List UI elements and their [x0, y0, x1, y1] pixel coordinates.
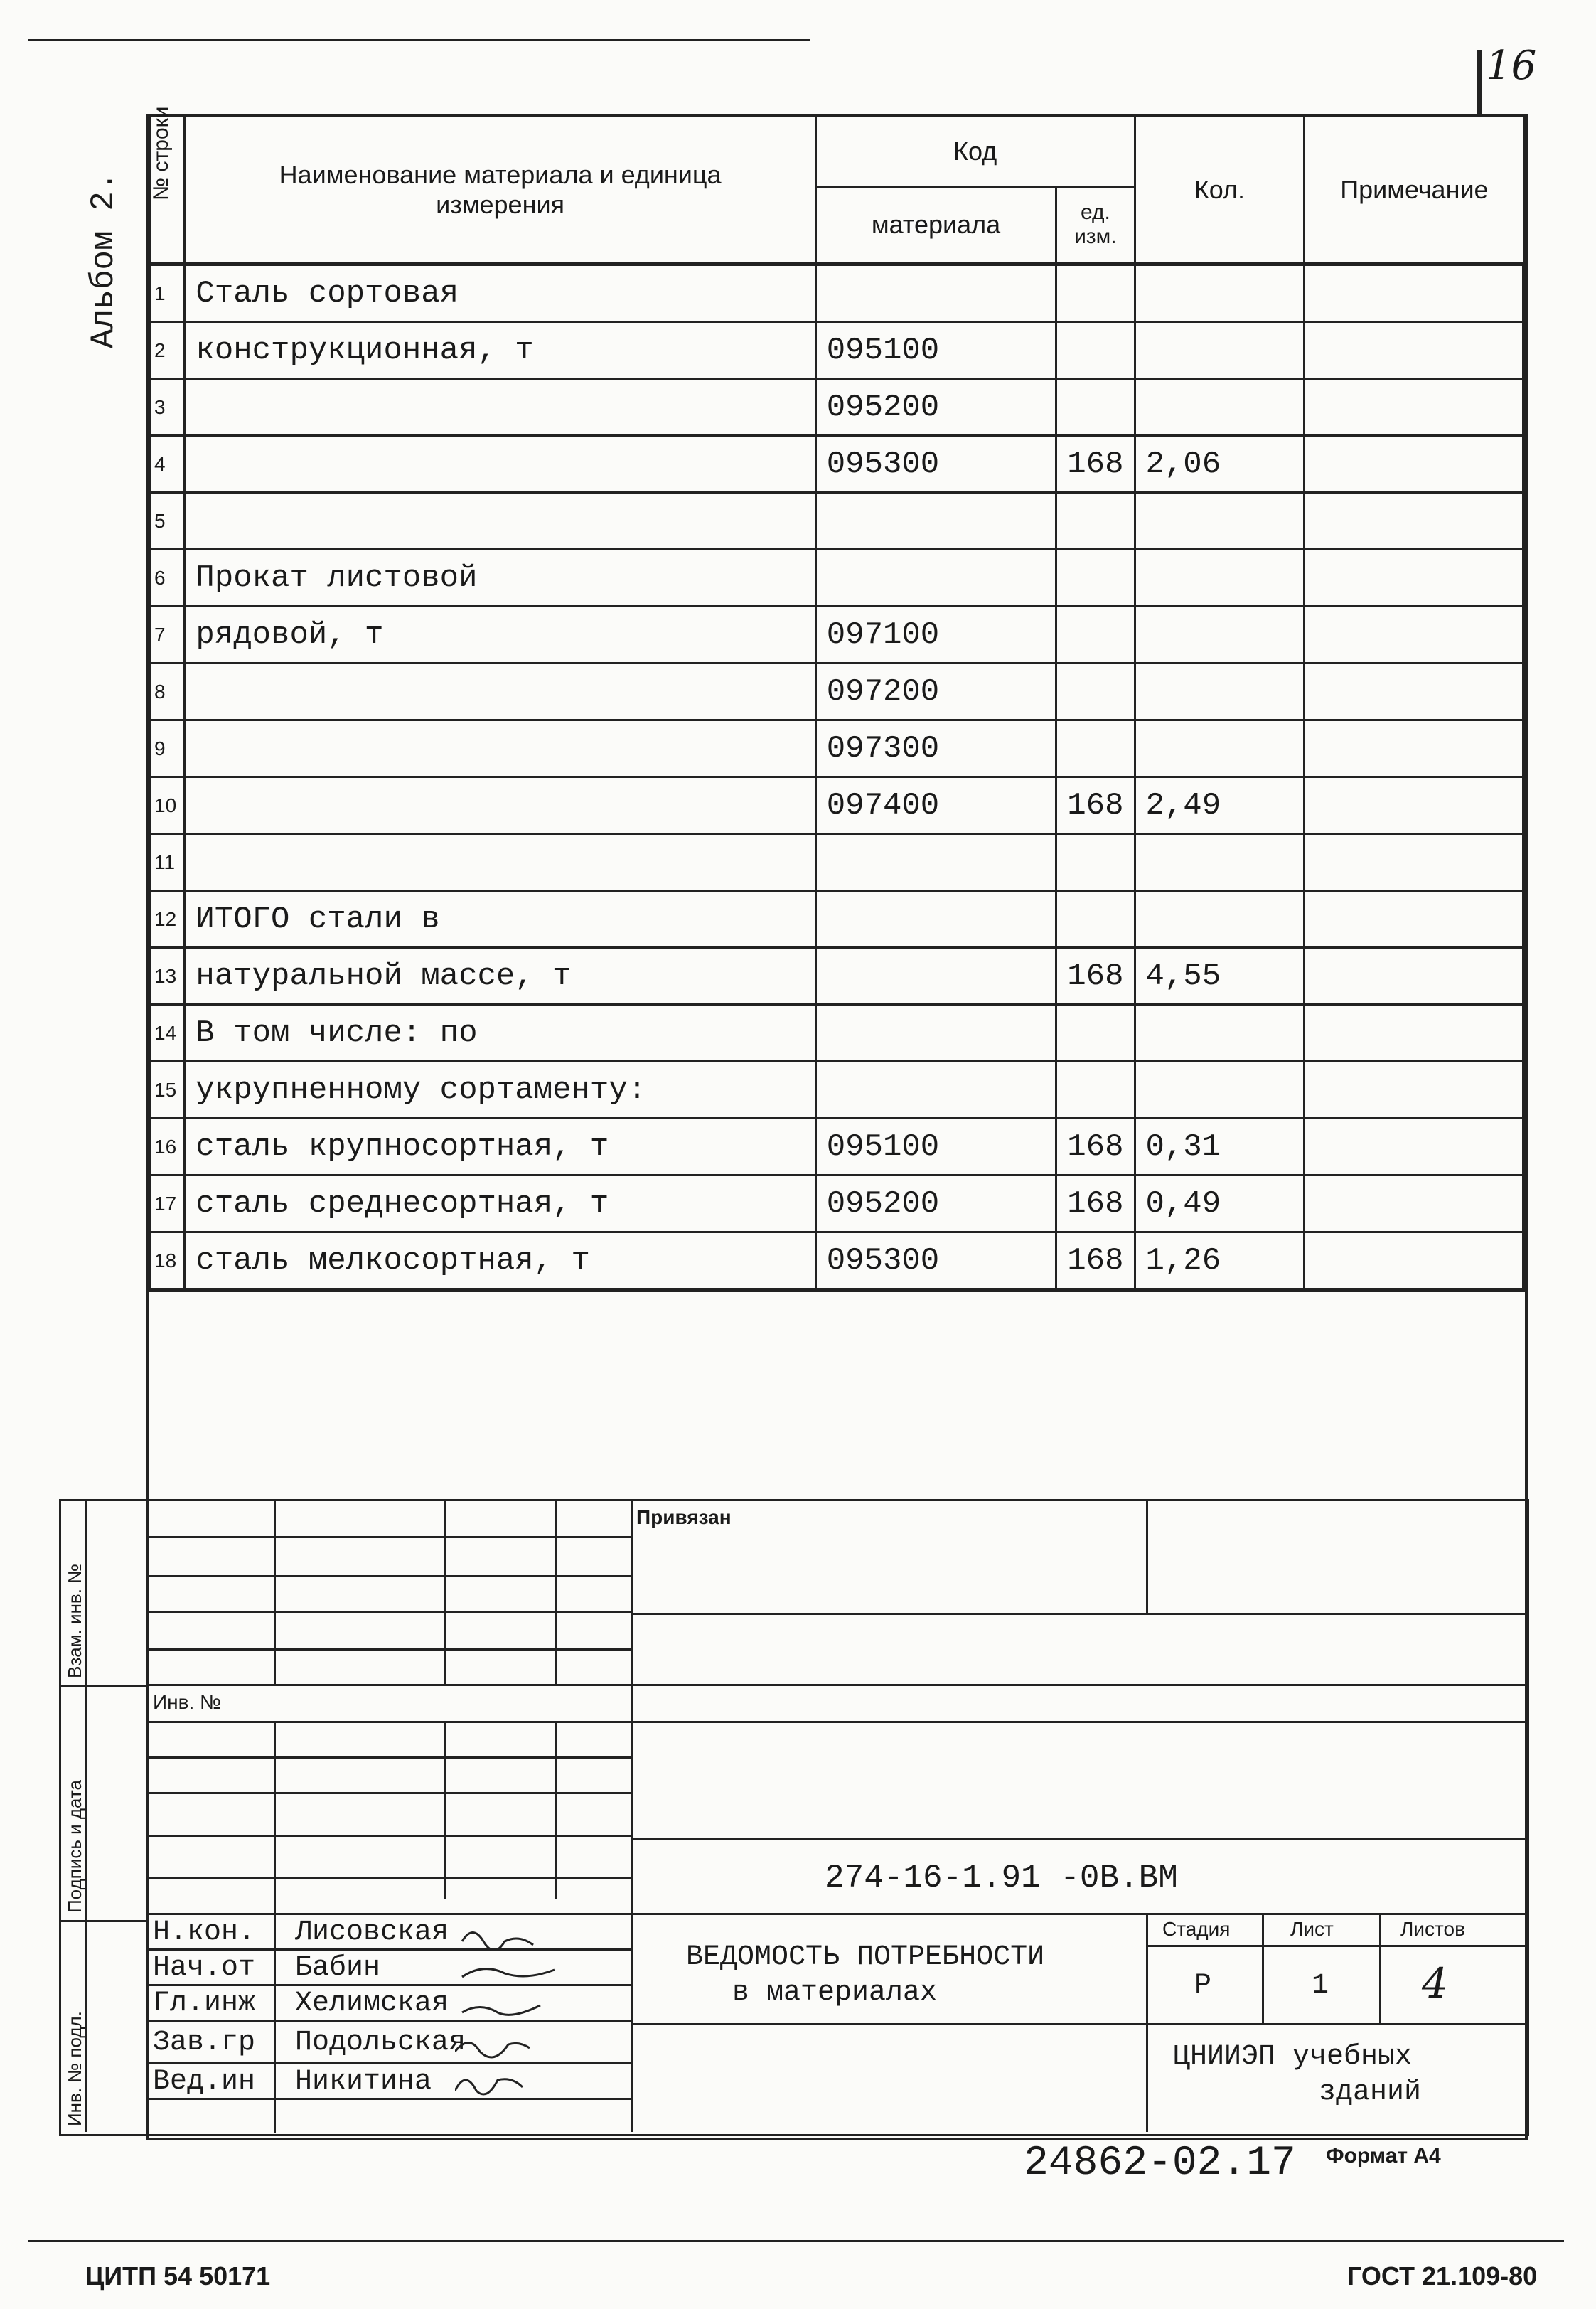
- page-number: 16: [1486, 43, 1537, 89]
- table-row: [149, 607, 1524, 663]
- title-h: [631, 2023, 1146, 2025]
- sig-role-1: Н.кон.: [153, 1916, 256, 1948]
- material-name: В том числе: по: [185, 1005, 815, 1062]
- grid-h1: [148, 1536, 631, 1538]
- table-row: [149, 1062, 1524, 1119]
- quantity: 0,31: [1135, 1119, 1305, 1175]
- quantity: 2,06: [1135, 436, 1305, 493]
- right-h3: [631, 1838, 1525, 1840]
- bound-label: Привязан: [636, 1506, 732, 1528]
- format-label: Формат А4: [1326, 2144, 1441, 2167]
- header-name: Наименование материала и единица измерения: [185, 117, 815, 265]
- sheet-label: Лист: [1290, 1918, 1334, 1940]
- sig-role-5: Вед.ин: [153, 2066, 256, 2098]
- unit-code: 168: [1056, 1119, 1135, 1175]
- material-code: 095300: [815, 1232, 1056, 1291]
- sheets-label: Листов: [1400, 1918, 1465, 1940]
- material-code: [815, 1062, 1056, 1119]
- material-code: 097100: [815, 607, 1056, 663]
- materials-table: [147, 105, 1526, 1292]
- materials-rows: [149, 264, 1524, 1290]
- grid-h10: [148, 1877, 631, 1879]
- note: [1305, 720, 1524, 777]
- table-row: [149, 891, 1524, 948]
- row-number: 6: [149, 550, 185, 607]
- material-name: Сталь сортовая: [185, 264, 815, 322]
- table-row: [149, 663, 1524, 720]
- sig-name-1: Лисовская: [295, 1916, 449, 1948]
- note: [1305, 322, 1524, 379]
- grid-h7: [148, 1756, 631, 1759]
- handwritten-signatures: [455, 1916, 576, 2101]
- row-number: 18: [149, 1232, 185, 1291]
- side-divider-1: [59, 1685, 148, 1687]
- quantity: [1135, 607, 1305, 663]
- grid-v5: [444, 1721, 446, 1899]
- note: [1305, 436, 1524, 493]
- side-label-signature: Подпись и дата: [64, 1779, 85, 1913]
- side-divider-2: [59, 1920, 148, 1922]
- table-row: [149, 322, 1524, 379]
- grid-h2: [148, 1575, 631, 1577]
- stage-value: Р: [1194, 1970, 1212, 2002]
- material-name: [185, 493, 815, 550]
- material-code: 097400: [815, 777, 1056, 834]
- grid-v4: [274, 1721, 276, 2133]
- doc-code: 274-16-1.91 -0В.ВМ: [825, 1860, 1178, 1897]
- material-code: 095100: [815, 1119, 1056, 1175]
- material-code: 095200: [815, 1175, 1056, 1232]
- quantity: [1135, 834, 1305, 891]
- row-number: 9: [149, 720, 185, 777]
- table-row: [149, 777, 1524, 834]
- quantity: 4,55: [1135, 948, 1305, 1005]
- table-row: [149, 493, 1524, 550]
- material-name: [185, 777, 815, 834]
- header-code-unit: ед. изм.: [1056, 187, 1135, 265]
- unit-code: 168: [1056, 436, 1135, 493]
- sig-name-3: Хелимская: [295, 1988, 449, 2020]
- grid-v2: [444, 1499, 446, 1684]
- row-number: 10: [149, 777, 185, 834]
- row-number: 4: [149, 436, 185, 493]
- bound-divider: [1146, 1499, 1148, 1613]
- note: [1305, 1062, 1524, 1119]
- row-number: 17: [149, 1175, 185, 1232]
- header-code-material: материала: [815, 187, 1056, 265]
- unit-code: [1056, 322, 1135, 379]
- row-number: 5: [149, 493, 185, 550]
- note: [1305, 1119, 1524, 1175]
- material-name: ИТОГО стали в: [185, 891, 815, 948]
- material-code: 097200: [815, 663, 1056, 720]
- unit-code: 168: [1056, 1232, 1135, 1291]
- grid-v6: [555, 1721, 557, 1899]
- sig-name-4: Подольская: [295, 2027, 466, 2059]
- table-row: [149, 1119, 1524, 1175]
- table-row: [149, 948, 1524, 1005]
- grid-h6: [148, 1721, 631, 1723]
- sig-name-5: Никитина: [295, 2066, 432, 2098]
- doc-title-line1: ВЕДОМОСТЬ ПОТРЕБНОСТИ: [686, 1941, 1045, 1973]
- grid-v1: [274, 1499, 276, 1684]
- material-code: [815, 948, 1056, 1005]
- stage-v1: [1262, 1913, 1264, 2023]
- material-name: рядовой, т: [185, 607, 815, 663]
- note: [1305, 379, 1524, 436]
- material-name: сталь среднесортная, т: [185, 1175, 815, 1232]
- table-row: [149, 1005, 1524, 1062]
- unit-code: [1056, 720, 1135, 777]
- note: [1305, 264, 1524, 322]
- footer-right: ГОСТ 21.109-80: [1347, 2261, 1538, 2291]
- sig-name-2: Бабин: [295, 1952, 381, 1984]
- sig-role-3: Гл.инж: [153, 1988, 256, 2020]
- row-number: 12: [149, 891, 185, 948]
- header-qty: Кол.: [1135, 117, 1305, 265]
- row-number: 13: [149, 948, 185, 1005]
- quantity: [1135, 264, 1305, 322]
- material-name: сталь крупносортная, т: [185, 1119, 815, 1175]
- material-name: [185, 663, 815, 720]
- top-edge-line: [28, 39, 810, 41]
- grid-main-v: [631, 1499, 633, 2132]
- table-row: [149, 834, 1524, 891]
- note: [1305, 948, 1524, 1005]
- unit-code: [1056, 663, 1135, 720]
- material-code: 095200: [815, 379, 1056, 436]
- frame-bottom: [146, 2138, 1528, 2140]
- album-label: Альбом 2.: [85, 171, 122, 348]
- grid-h4: [148, 1648, 631, 1651]
- material-code: 095100: [815, 322, 1056, 379]
- row-number: 7: [149, 607, 185, 663]
- header-code: Код: [815, 117, 1135, 187]
- grid-h8: [148, 1792, 631, 1794]
- material-code: 095300: [815, 436, 1056, 493]
- quantity: [1135, 550, 1305, 607]
- stage-h2: [1146, 2023, 1525, 2025]
- quantity: [1135, 493, 1305, 550]
- right-h2: [631, 1721, 1525, 1723]
- org-line1: ЦНИИЭП учебных: [1173, 2041, 1413, 2073]
- archive-number: 24862-02.17: [1024, 2140, 1296, 2187]
- right-h4: [631, 1913, 1525, 1915]
- material-code: [815, 550, 1056, 607]
- table-row: [149, 1232, 1524, 1291]
- unit-code: 168: [1056, 948, 1135, 1005]
- quantity: 1,26: [1135, 1232, 1305, 1291]
- side-label-inventory: Инв. № подл.: [64, 2011, 85, 2126]
- inv-label: Инв. №: [153, 1691, 222, 1713]
- row-number: 16: [149, 1119, 185, 1175]
- sheets-value: 4: [1422, 1959, 1448, 2007]
- note: [1305, 777, 1524, 834]
- unit-code: [1056, 1062, 1135, 1119]
- grid-h5: [148, 1684, 1525, 1686]
- material-code: [815, 493, 1056, 550]
- material-code: [815, 891, 1056, 948]
- quantity: [1135, 663, 1305, 720]
- side-label-replace: Взам. инв. №: [64, 1563, 85, 1678]
- quantity: [1135, 379, 1305, 436]
- unit-code: [1056, 1005, 1135, 1062]
- unit-code: [1056, 550, 1135, 607]
- note: [1305, 1005, 1524, 1062]
- unit-code: 168: [1056, 777, 1135, 834]
- material-name: конструкционная, т: [185, 322, 815, 379]
- note: [1305, 607, 1524, 663]
- material-name: [185, 436, 815, 493]
- material-name: [185, 379, 815, 436]
- quantity: [1135, 1062, 1305, 1119]
- unit-code: [1056, 493, 1135, 550]
- grid-v3: [555, 1499, 557, 1684]
- row-number: 1: [149, 264, 185, 322]
- unit-code: [1056, 834, 1135, 891]
- quantity: [1135, 720, 1305, 777]
- material-code: [815, 834, 1056, 891]
- material-name: [185, 720, 815, 777]
- table-row: [149, 436, 1524, 493]
- unit-code: 168: [1056, 1175, 1135, 1232]
- sheet-value: 1: [1312, 1970, 1329, 2002]
- note: [1305, 663, 1524, 720]
- material-name: укрупненному сортаменту:: [185, 1062, 815, 1119]
- header-row-no: № строки: [149, 117, 185, 265]
- quantity: 0,49: [1135, 1175, 1305, 1232]
- table-row: [149, 379, 1524, 436]
- unit-code: [1056, 607, 1135, 663]
- note: [1305, 1175, 1524, 1232]
- stage-label: Стадия: [1162, 1918, 1231, 1940]
- row-number: 2: [149, 322, 185, 379]
- material-name: натуральной массе, т: [185, 948, 815, 1005]
- table-row: [149, 264, 1524, 322]
- row-number: 15: [149, 1062, 185, 1119]
- grid-h9: [148, 1835, 631, 1837]
- note: [1305, 550, 1524, 607]
- quantity: 2,49: [1135, 777, 1305, 834]
- doc-title-line2: в материалах: [732, 1977, 938, 2009]
- table-row: [149, 720, 1524, 777]
- note: [1305, 493, 1524, 550]
- unit-code: [1056, 891, 1135, 948]
- material-code: [815, 1005, 1056, 1062]
- footer-line: [28, 2240, 1564, 2242]
- table-row: [149, 1175, 1524, 1232]
- quantity: [1135, 322, 1305, 379]
- quantity: [1135, 1005, 1305, 1062]
- note: [1305, 1232, 1524, 1291]
- stage-h1: [1146, 1945, 1525, 1947]
- table-row: [149, 550, 1524, 607]
- material-name: сталь мелкосортная, т: [185, 1232, 815, 1291]
- unit-code: [1056, 264, 1135, 322]
- page-number-bar: [1477, 50, 1482, 114]
- material-name: [185, 834, 815, 891]
- right-h1: [631, 1613, 1525, 1615]
- unit-code: [1056, 379, 1135, 436]
- material-code: [815, 264, 1056, 322]
- note: [1305, 891, 1524, 948]
- row-number: 3: [149, 379, 185, 436]
- org-line2: зданий: [1319, 2076, 1422, 2108]
- row-number: 8: [149, 663, 185, 720]
- note: [1305, 834, 1524, 891]
- material-name: Прокат листовой: [185, 550, 815, 607]
- row-number: 11: [149, 834, 185, 891]
- row-number: 14: [149, 1005, 185, 1062]
- sig-role-4: Зав.гр: [153, 2027, 256, 2059]
- footer-left: ЦИТП 54 50171: [85, 2261, 271, 2291]
- stage-v2: [1379, 1913, 1381, 2023]
- header-note: Примечание: [1305, 117, 1524, 265]
- sig-role-2: Нач.от: [153, 1952, 256, 1984]
- quantity: [1135, 891, 1305, 948]
- material-code: 097300: [815, 720, 1056, 777]
- grid-h3: [148, 1611, 631, 1613]
